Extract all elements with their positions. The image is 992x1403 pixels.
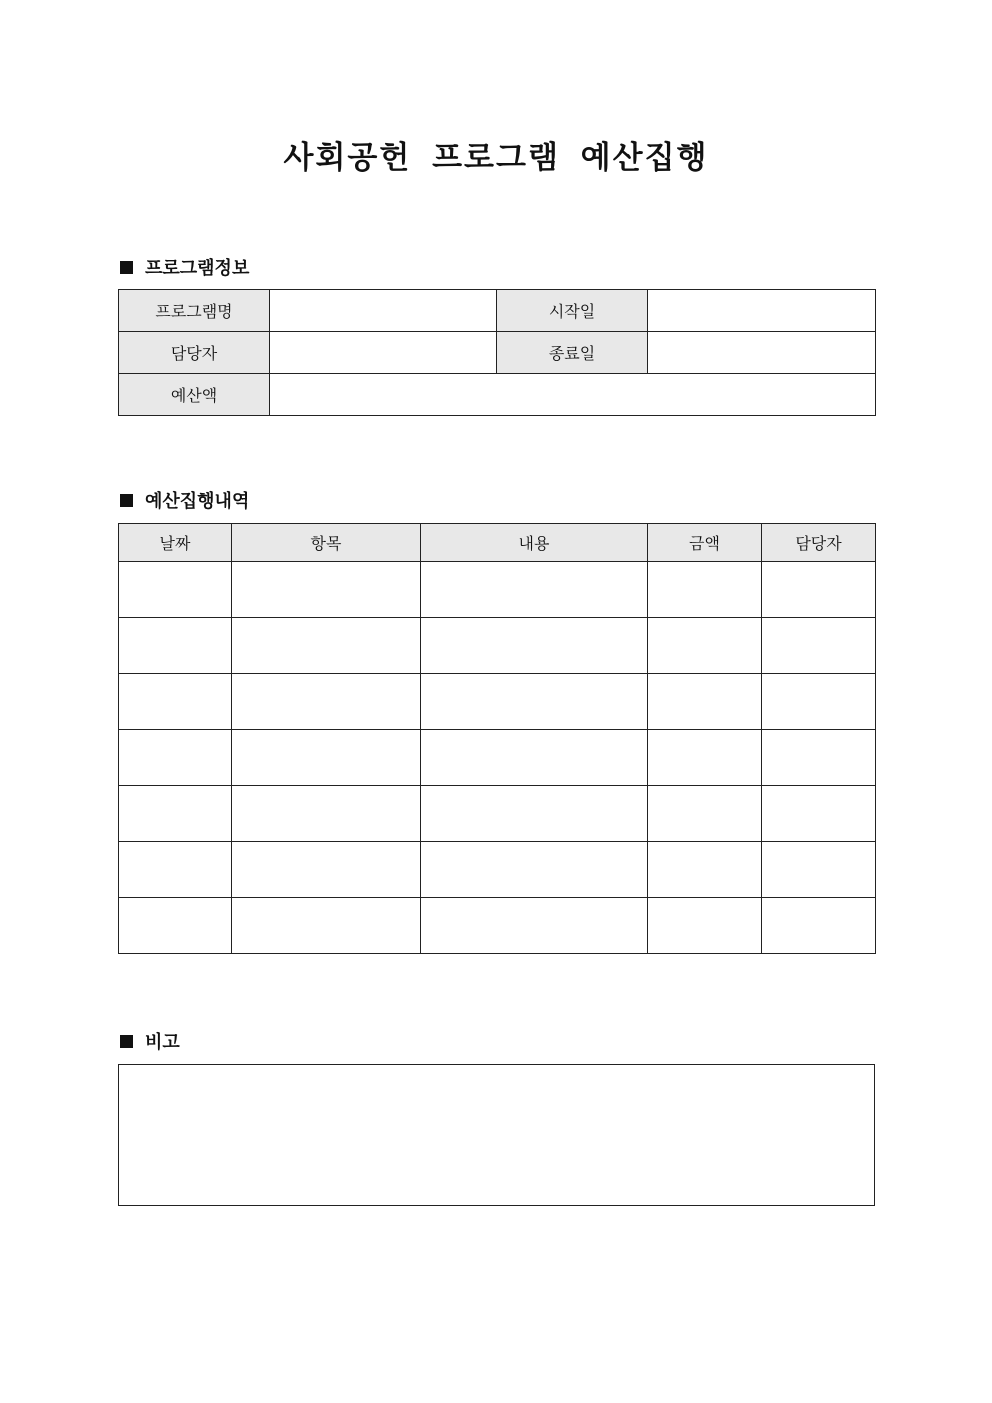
manager-cell[interactable] xyxy=(762,786,876,842)
table-row xyxy=(119,842,876,898)
budget-field[interactable] xyxy=(270,374,876,416)
table-row xyxy=(119,786,876,842)
date-cell[interactable] xyxy=(119,842,232,898)
table-row xyxy=(119,898,876,954)
amount-cell[interactable] xyxy=(648,842,762,898)
section-heading-label: 비고 xyxy=(145,1032,180,1053)
description-cell[interactable] xyxy=(421,842,648,898)
item-cell[interactable] xyxy=(232,674,421,730)
budget-execution-table xyxy=(118,523,876,954)
amount-cell[interactable] xyxy=(648,898,762,954)
section-heading-remarks xyxy=(120,1028,180,1054)
amount-cell[interactable] xyxy=(648,618,762,674)
date-cell[interactable] xyxy=(119,730,232,786)
date-cell[interactable] xyxy=(119,562,232,618)
budget-label: 예산액 xyxy=(119,374,270,416)
manager-cell[interactable] xyxy=(762,842,876,898)
description-cell[interactable] xyxy=(421,786,648,842)
table-row xyxy=(119,290,876,332)
program-name-field[interactable] xyxy=(270,290,497,332)
start-date-label: 시작일 xyxy=(497,290,648,332)
table-row xyxy=(119,562,876,618)
column-header-amount: 금액 xyxy=(648,524,762,562)
column-header-date: 날짜 xyxy=(119,524,232,562)
item-cell[interactable] xyxy=(232,898,421,954)
square-bullet-icon xyxy=(120,261,133,274)
date-cell[interactable] xyxy=(119,618,232,674)
section-heading-program-info xyxy=(120,254,249,280)
item-cell[interactable] xyxy=(232,786,421,842)
remarks-box[interactable] xyxy=(118,1064,875,1206)
description-cell[interactable] xyxy=(421,898,648,954)
section-heading-label: 프로그램정보 xyxy=(145,258,250,279)
item-cell[interactable] xyxy=(232,730,421,786)
manager-cell[interactable] xyxy=(762,618,876,674)
manager-field[interactable] xyxy=(270,332,497,374)
manager-label: 담당자 xyxy=(119,332,270,374)
square-bullet-icon xyxy=(120,1035,133,1048)
item-cell[interactable] xyxy=(232,842,421,898)
end-date-field[interactable] xyxy=(648,332,876,374)
date-cell[interactable] xyxy=(119,786,232,842)
table-header-row xyxy=(119,524,876,562)
amount-cell[interactable] xyxy=(648,730,762,786)
description-cell[interactable] xyxy=(421,730,648,786)
table-row xyxy=(119,374,876,416)
date-cell[interactable] xyxy=(119,674,232,730)
manager-cell[interactable] xyxy=(762,562,876,618)
item-cell[interactable] xyxy=(232,618,421,674)
program-info-table xyxy=(118,289,876,416)
amount-cell[interactable] xyxy=(648,786,762,842)
table-row xyxy=(119,618,876,674)
description-cell[interactable] xyxy=(421,674,648,730)
table-row xyxy=(119,674,876,730)
program-name-label: 프로그램명 xyxy=(119,290,270,332)
column-header-description: 내용 xyxy=(421,524,648,562)
column-header-item: 항목 xyxy=(232,524,421,562)
amount-cell[interactable] xyxy=(648,562,762,618)
start-date-field[interactable] xyxy=(648,290,876,332)
table-row xyxy=(119,730,876,786)
end-date-label: 종료일 xyxy=(497,332,648,374)
manager-cell[interactable] xyxy=(762,674,876,730)
section-heading-label: 예산집행내역 xyxy=(145,491,250,512)
section-heading-execution xyxy=(120,487,249,513)
item-cell[interactable] xyxy=(232,562,421,618)
column-header-manager: 담당자 xyxy=(762,524,876,562)
manager-cell[interactable] xyxy=(762,898,876,954)
page-title: 사회공헌 프로그램 예산집행 xyxy=(283,140,709,176)
amount-cell[interactable] xyxy=(648,674,762,730)
date-cell[interactable] xyxy=(119,898,232,954)
table-row xyxy=(119,332,876,374)
manager-cell[interactable] xyxy=(762,730,876,786)
description-cell[interactable] xyxy=(421,618,648,674)
description-cell[interactable] xyxy=(421,562,648,618)
square-bullet-icon xyxy=(120,494,133,507)
